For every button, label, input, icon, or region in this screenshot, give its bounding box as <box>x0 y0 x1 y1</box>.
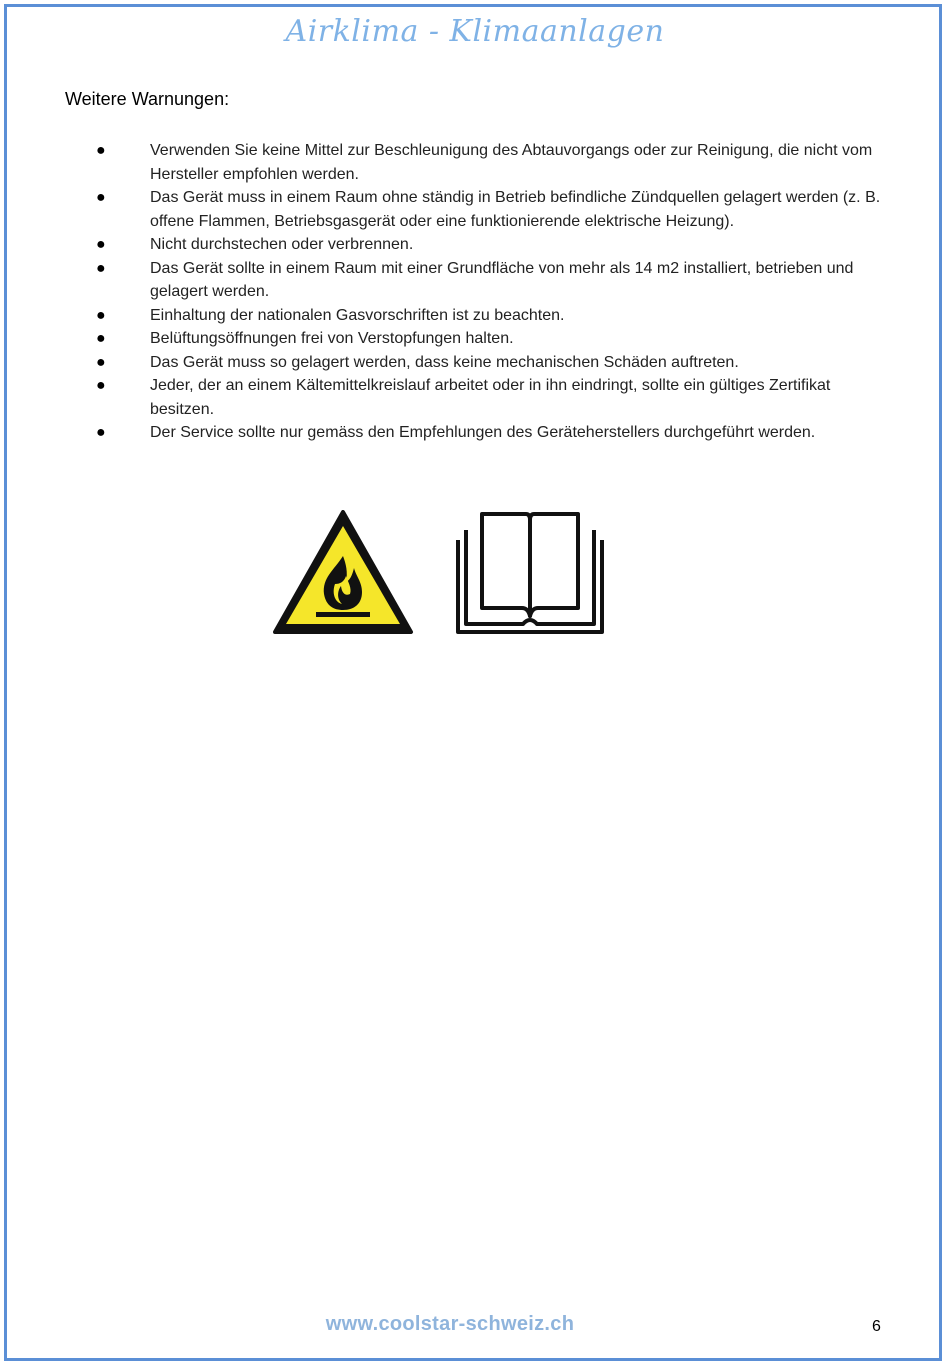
warning-item <box>0 351 950 375</box>
warning-item-text: Das Gerät sollte in einem Raum mit einer Grundfläche von mehr als 14 m2 installiert, betrieben und gelagert werden. <box>150 259 854 300</box>
warning-item-text: Belüftungsöffnungen frei von Verstopfungen halten. <box>150 330 514 347</box>
bullet-icon: ● <box>96 259 106 277</box>
warning-item-text: Jeder, der an einem Kältemittelkreislauf arbeitet oder in ihn eindringt, sollte ein gültiges Zertifikat besitzen. <box>150 377 831 418</box>
bullet-icon: ● <box>96 142 106 159</box>
warning-item-text: Verwenden Sie keine Mittel zur Beschleunigung des Abtauvorgangs oder zur Reinigung, die nicht vom Hersteller empfohlen werden. <box>150 142 873 183</box>
warning-item <box>0 374 950 421</box>
warning-item <box>0 304 950 328</box>
footer-website-url: www.coolstar-schweiz.ch <box>325 1313 575 1335</box>
bullet-icon: ● <box>96 189 106 206</box>
page-number: 6 <box>872 1318 881 1335</box>
bullet-icon: ● <box>96 424 106 441</box>
warning-list <box>0 139 950 445</box>
warning-item <box>0 327 950 351</box>
warning-item <box>0 257 950 304</box>
warning-item-text: Nicht durchstechen oder verbrennen. <box>150 236 414 253</box>
document-header-title: Airklima - Klimaanlagen <box>285 14 665 49</box>
warning-item <box>0 233 950 257</box>
bullet-icon: ● <box>96 330 106 347</box>
safety-icons <box>272 510 612 640</box>
bullet-icon: ● <box>96 353 106 371</box>
section-heading: Weitere Warnungen: <box>65 89 230 109</box>
warning-item-text: Der Service sollte nur gemäss den Empfehlungen des Geräteherstellers durchgeführt werden. <box>150 424 816 441</box>
warning-item <box>0 421 950 445</box>
bullet-icon: ● <box>96 306 106 324</box>
warning-item-text: Das Gerät muss in einem Raum ohne ständig in Betrieb befindliche Zündquellen gelagert werden (z. B. offene Flammen, Betriebsgasgerät oder eine funktionierende elektrische Heizung). <box>150 189 881 230</box>
warning-item-text: Das Gerät muss so gelagert werden, dass keine mechanischen Schäden auftreten. <box>150 353 739 371</box>
warning-item-text: Einhaltung der nationalen Gasvorschriften ist zu beachten. <box>150 306 565 324</box>
warning-item <box>0 139 950 186</box>
bullet-icon: ● <box>96 377 106 394</box>
read-manual-icon <box>456 510 604 636</box>
warning-item <box>0 186 950 233</box>
flammable-warning-icon <box>272 510 414 636</box>
bullet-icon: ● <box>96 236 106 253</box>
